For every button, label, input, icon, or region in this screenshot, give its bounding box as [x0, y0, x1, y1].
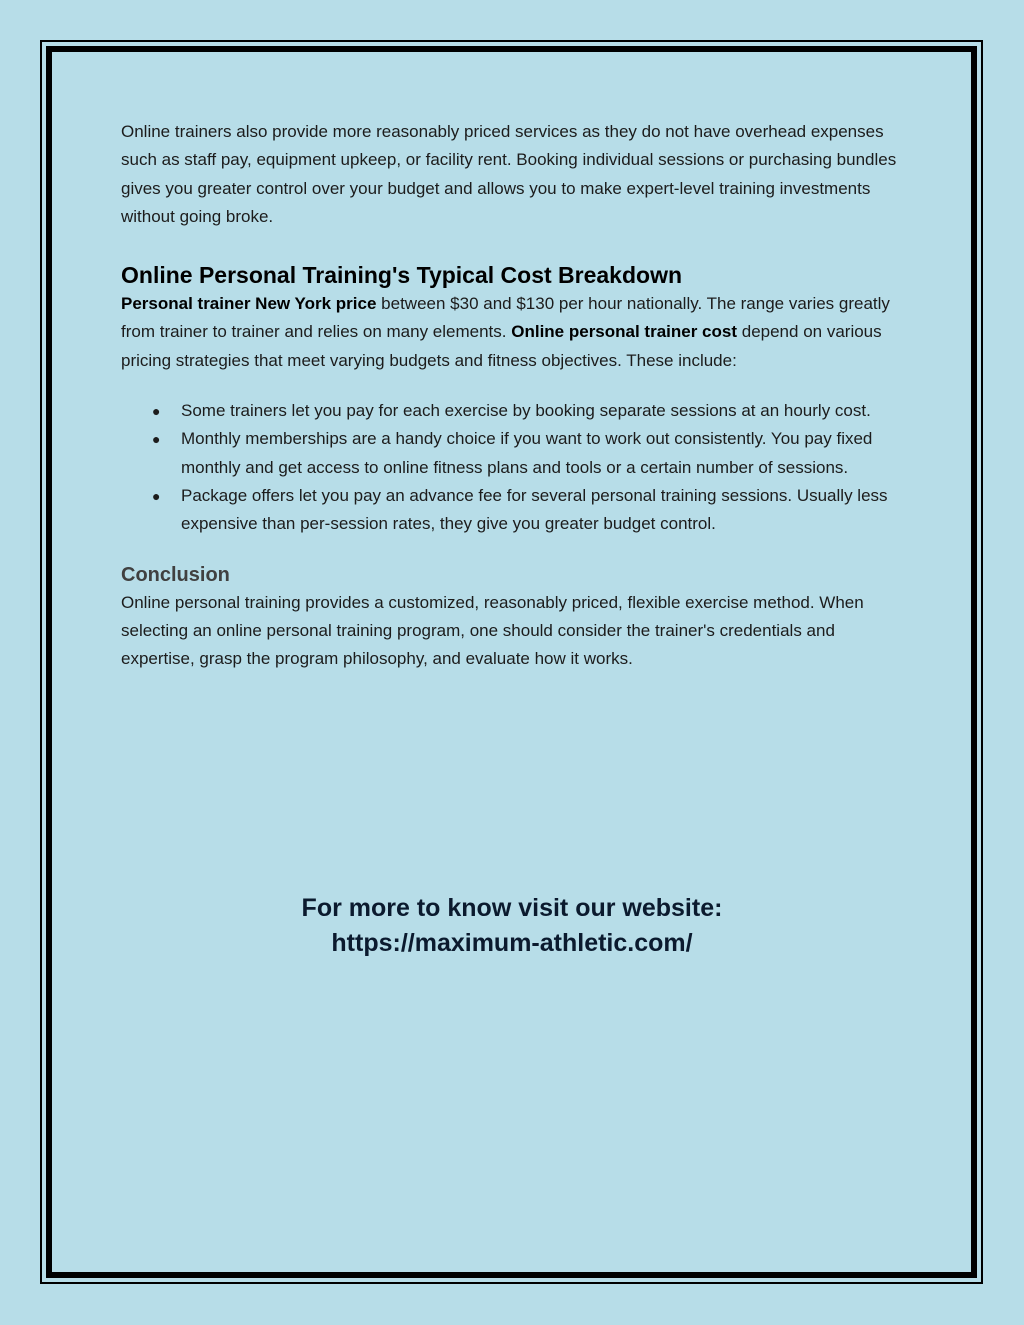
list-item [121, 397, 911, 425]
bullet-icon: ● [152, 431, 161, 448]
list-item-text: Monthly memberships are a handy choice if you want to work out consistently. You pay fixed monthly and get access to online fitness plans and tools or a certain number of sessions. [181, 429, 873, 477]
bullet-icon: ● [152, 403, 161, 420]
keyword-online-trainer-cost: Online personal trainer cost [511, 322, 738, 342]
list-item-text: Some trainers let you pay for each exercise by booking separate sessions at an hourly cost. [181, 401, 871, 421]
bullet-icon: ● [152, 487, 161, 504]
list-item-text: Package offers let you pay an advance fee for several personal training sessions. Usually less expensive than per-session rates, they give you greater budget control. [181, 485, 888, 534]
website-callout [0, 891, 1024, 961]
list-item [121, 425, 911, 482]
pricing-list [121, 397, 911, 538]
keyword-trainer-ny-price: Personal trainer New York price [121, 294, 377, 314]
callout-line: For more to know visit our website: [301, 894, 723, 922]
conclusion-heading: Conclusion [121, 563, 230, 586]
section-heading: Online Personal Training's Typical Cost Breakdown [121, 262, 683, 289]
list-item [121, 482, 911, 539]
document-body [121, 118, 911, 673]
intro-paragraph: Online trainers also provide more reasonably priced services as they do not have overhead expenses such as staff pay, equipment upkeep, or facility rent. Booking individual sessions or purchasing bundles gives you greater control over your budget and allows you to make expert-level training investments without going broke. [121, 122, 897, 226]
website-url: https://maximum-athletic.com/ [331, 929, 693, 957]
cost-text-1: between $30 and $130 per hour nationally. The range varies greatly from trainer to trainer and relies on many elements. [121, 294, 890, 342]
cost-text-2: depend on various pricing strategies that meet varying budgets and fitness objectives. These include: [121, 322, 882, 370]
cost-paragraph [121, 290, 911, 375]
conclusion-paragraph: Online personal training provides a customized, reasonably priced, flexible exercise method. When selecting an online personal training program, one should consider the trainer's credentials and expertise, grasp the program philosophy, and evaluate how it works. [121, 592, 864, 669]
